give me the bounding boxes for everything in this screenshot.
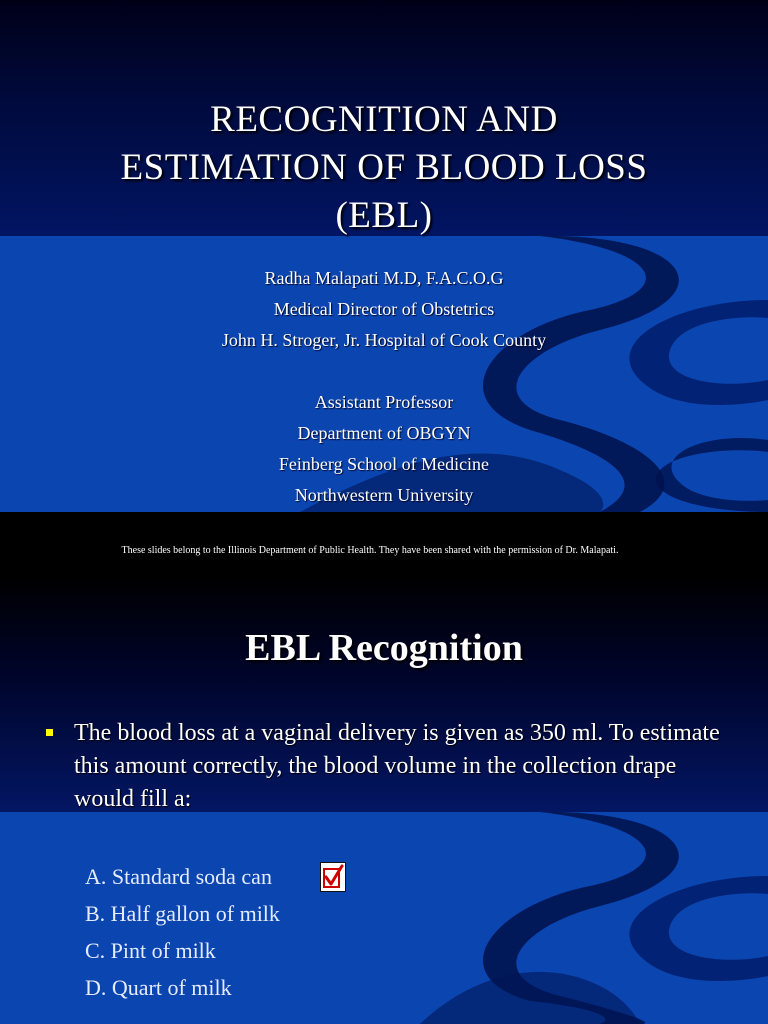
slide-title-heading <box>0 96 768 240</box>
author-line: Radha Malapati M.D, F.A.C.O.G <box>264 268 504 288</box>
credit-note: These slides belong to the Illinois Department of Public Health. They have been shared with the permission of Dr. Malapati. <box>121 545 619 556</box>
answer-option-c: C. Pint of milk <box>85 938 216 963</box>
slide-heading: EBL Recognition <box>245 627 523 669</box>
author-line: Medical Director of Obstetrics <box>273 299 495 319</box>
author-line: John H. Stroger, Jr. Hospital of Cook County <box>221 330 547 350</box>
affiliation-line: Feinberg School of Medicine <box>278 454 490 474</box>
question-text: The blood loss at a vaginal delivery is given as 350 ml. To estimate this amount correctly, the blood volume in the collection drape would fill a: <box>74 720 720 812</box>
author-block <box>0 263 768 511</box>
affiliation-line: Department of OBGYN <box>297 423 471 443</box>
title-line: RECOGNITION AND <box>210 99 558 140</box>
bullet-square-icon <box>46 729 53 736</box>
spacer <box>0 356 768 387</box>
title-line: ESTIMATION OF BLOOD LOSS <box>120 147 648 188</box>
checkmark-icon <box>320 862 346 892</box>
affiliation-line: Northwestern University <box>294 485 474 505</box>
title-line: (EBL) <box>335 195 433 236</box>
affiliation-line: Assistant Professor <box>314 392 454 412</box>
answer-option-a: A. Standard soda can <box>85 864 272 889</box>
answer-options <box>85 858 485 1006</box>
question-bullet <box>46 717 726 816</box>
answer-option-b: B. Half gallon of milk <box>85 901 280 926</box>
answer-option-d: D. Quart of milk <box>85 975 232 1000</box>
